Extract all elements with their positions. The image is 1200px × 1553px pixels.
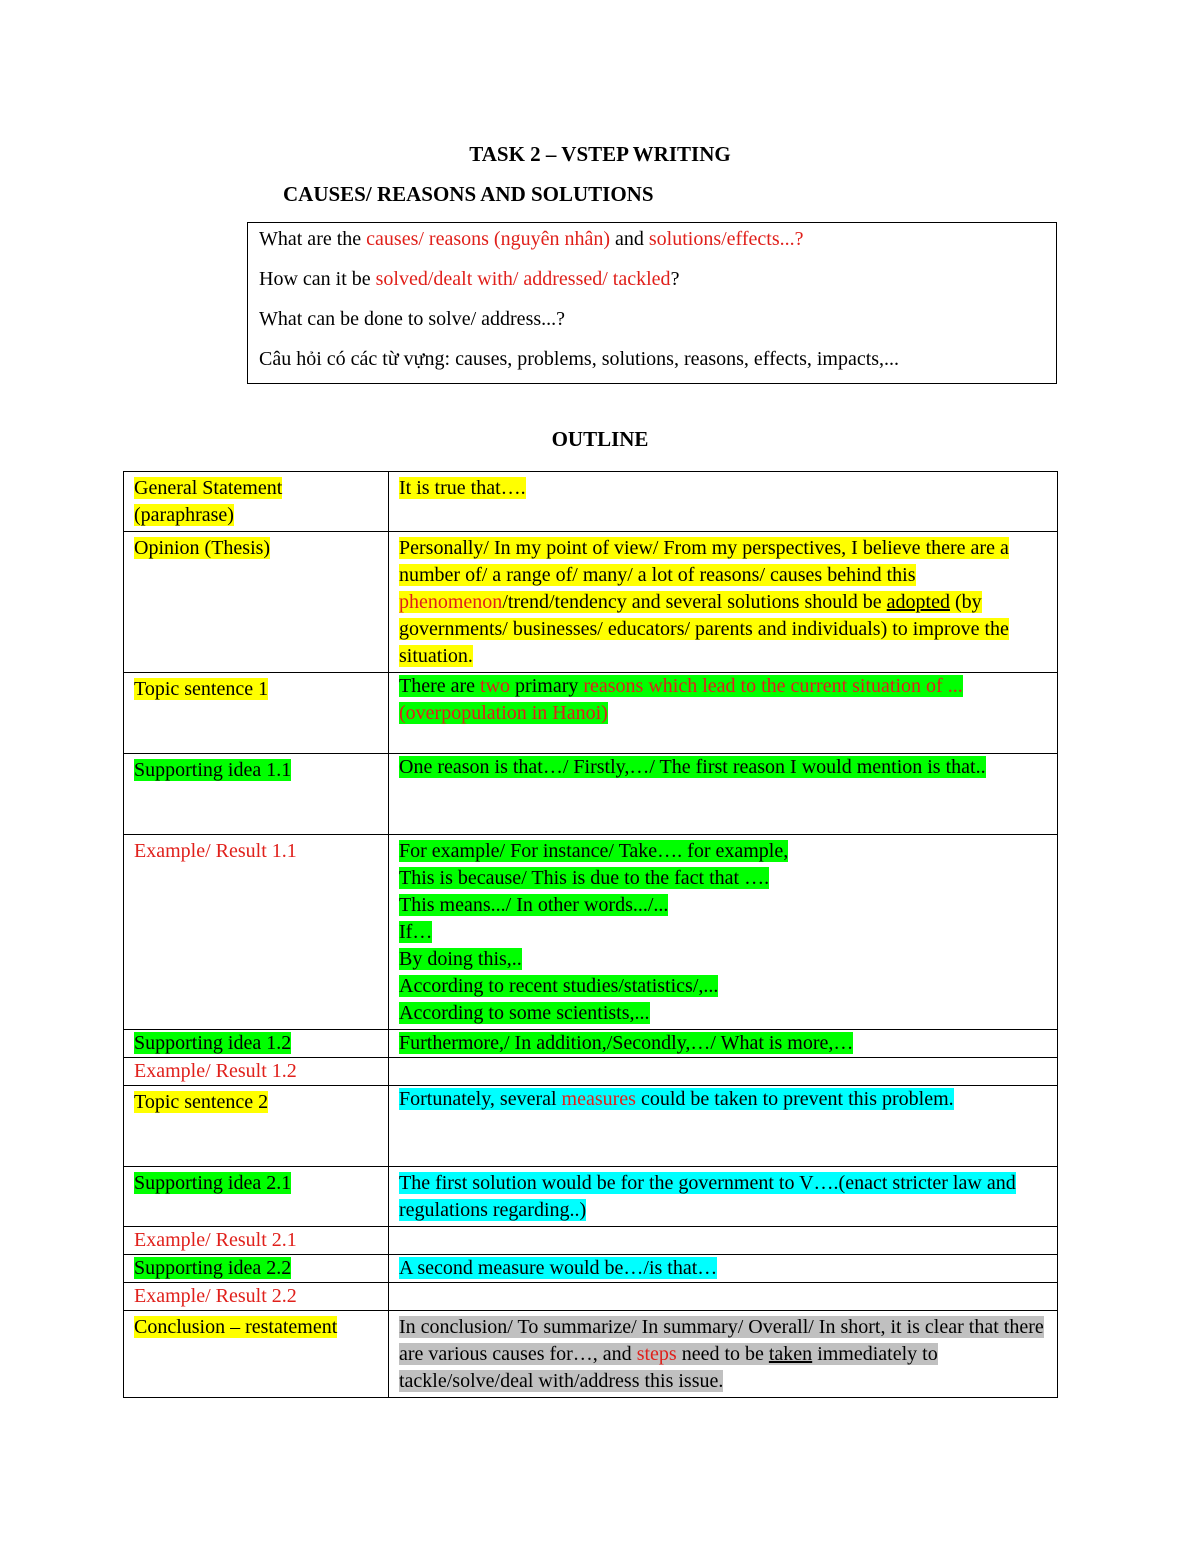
row-label (124, 1086, 389, 1167)
table-row (124, 1086, 1058, 1167)
topic2-c: could be taken to prevent this problem. (635, 1088, 954, 1110)
label-support-2-2: Supporting idea 2.2 (134, 1257, 292, 1279)
content-support-2-1: The first solution would be for the government to V….(enact stricter law and regulations regarding..) (399, 1172, 1016, 1221)
row-label (124, 1283, 389, 1311)
content-support-2-2: A second measure would be…/is that… (399, 1257, 718, 1279)
q2-text: How can it be (259, 268, 376, 290)
section-title: CAUSES/ REASONS AND SOLUTIONS (283, 182, 654, 206)
topic2-measures: measures (561, 1088, 636, 1110)
row-label (124, 1167, 389, 1227)
label-example-1-2: Example/ Result 1.2 (134, 1060, 297, 1082)
example-line-7: According to some scientists,... (399, 1002, 650, 1024)
q2-verbs: solved/dealt with/ addressed/ tackled (375, 268, 671, 290)
content-support-1-1: One reason is that…/ Firstly,…/ The first reason I would mention is that.. (399, 756, 986, 778)
q1-and: and (609, 228, 649, 250)
row-content (389, 1227, 1058, 1255)
row-label (124, 1058, 389, 1086)
topic1-a: There are (399, 675, 481, 697)
conclusion-c: need to be (676, 1343, 769, 1365)
row-label (124, 532, 389, 673)
question-line-4: Câu hỏi có các từ vựng: causes, problems, solutions, reasons, effects, impacts,... (259, 348, 900, 370)
label-support-1-2: Supporting idea 1.2 (134, 1032, 292, 1054)
conclusion-a: In conclusion/ To summarize/ In summary/ Overall/ In short, it is clear that there are various causes for…, and (399, 1316, 1044, 1365)
label-example-1-1: Example/ Result 1.1 (134, 840, 297, 862)
row-content (389, 472, 1058, 532)
row-content (389, 754, 1058, 835)
question-line-3: What can be done to solve/ address...? (259, 308, 566, 330)
conclusion-steps: steps (636, 1343, 677, 1365)
table-row (124, 1030, 1058, 1058)
row-label (124, 1255, 389, 1283)
conclusion-e: immediately to tackle/solve/deal with/address this issue. (399, 1343, 938, 1392)
task-title: TASK 2 – VSTEP WRITING (469, 142, 731, 166)
q1-solutions: solutions/effects...? (648, 228, 804, 250)
example-line-6: According to recent studies/statistics/,... (399, 975, 719, 997)
row-content (389, 1058, 1058, 1086)
row-label (124, 1311, 389, 1398)
example-line-5: By doing this,.. (399, 948, 522, 970)
table-row (124, 754, 1058, 835)
opinion-part-a: Personally/ In my point of view/ From my perspectives, I believe there are a number of/ a range of/ many/ a lot of reasons/ causes behind this (399, 537, 1009, 586)
content-topic-2 (399, 1088, 954, 1110)
table-row (124, 835, 1058, 1030)
label-opinion: Opinion (Thesis) (134, 537, 271, 559)
table-row (124, 1283, 1058, 1311)
content-topic-1 (399, 675, 963, 724)
opinion-adopted: adopted (886, 591, 950, 613)
topic1-reasons: reasons which lead to the current situation of ...(overpopulation in Hanoi) (399, 675, 963, 724)
example-line-2: This is because/ This is due to the fact that …. (399, 867, 770, 889)
question-line-1 (259, 228, 803, 251)
table-row (124, 1255, 1058, 1283)
example-line-1: For example/ For instance/ Take…. for example, (399, 840, 789, 862)
row-label (124, 1030, 389, 1058)
row-content (389, 1311, 1058, 1398)
row-content (389, 1030, 1058, 1058)
q1-text: What are the (259, 228, 367, 250)
outline-title: OUTLINE (551, 427, 649, 451)
opinion-part-c: /trend/tendency and several solutions should be (502, 591, 887, 613)
label-topic-2: Topic sentence 2 (134, 1091, 269, 1113)
row-content (389, 532, 1058, 673)
table-row (124, 1167, 1058, 1227)
content-opinion (399, 537, 1009, 667)
question-line-2 (259, 268, 679, 291)
opinion-part-e: (by governments/ businesses/ educators/ parents and individuals) to improve the situation. (399, 591, 1009, 667)
row-label (124, 754, 389, 835)
row-content (389, 673, 1058, 754)
table-row (124, 1058, 1058, 1086)
question-box (247, 222, 1057, 384)
conclusion-taken: taken (768, 1343, 813, 1365)
content-general-statement: It is true that…. (399, 477, 526, 499)
table-row (124, 472, 1058, 532)
row-content (389, 835, 1058, 1030)
topic1-c: primary (510, 675, 584, 697)
row-content (389, 1283, 1058, 1311)
table-row (124, 1311, 1058, 1398)
row-label (124, 1227, 389, 1255)
example-line-4: If… (399, 921, 433, 943)
outline-table (123, 471, 1058, 1398)
q2-mark: ? (670, 268, 680, 290)
content-support-1-2: Furthermore,/ In addition,/Secondly,…/ What is more,… (399, 1032, 854, 1054)
example-line-3: This means.../ In other words.../... (399, 894, 669, 916)
label-example-2-2: Example/ Result 2.2 (134, 1285, 297, 1307)
label-support-1-1: Supporting idea 1.1 (134, 759, 292, 781)
opinion-phenomenon: phenomenon (399, 591, 503, 613)
topic2-a: Fortunately, several (399, 1088, 562, 1110)
label-example-2-1: Example/ Result 2.1 (134, 1229, 297, 1251)
row-label (124, 835, 389, 1030)
row-content (389, 1086, 1058, 1167)
row-content (389, 1167, 1058, 1227)
q1-causes: causes/ reasons (nguyên nhân) (366, 228, 610, 250)
label-topic-1: Topic sentence 1 (134, 678, 269, 700)
row-label (124, 472, 389, 532)
topic1-two: two (480, 675, 511, 697)
content-conclusion (399, 1316, 1044, 1392)
table-row (124, 1227, 1058, 1255)
label-support-2-1: Supporting idea 2.1 (134, 1172, 292, 1194)
row-content (389, 1255, 1058, 1283)
table-row (124, 673, 1058, 754)
row-label (124, 673, 389, 754)
table-row (124, 532, 1058, 673)
label-general-statement: General Statement (paraphrase) (134, 477, 283, 526)
label-conclusion: Conclusion – restatement (134, 1316, 338, 1338)
